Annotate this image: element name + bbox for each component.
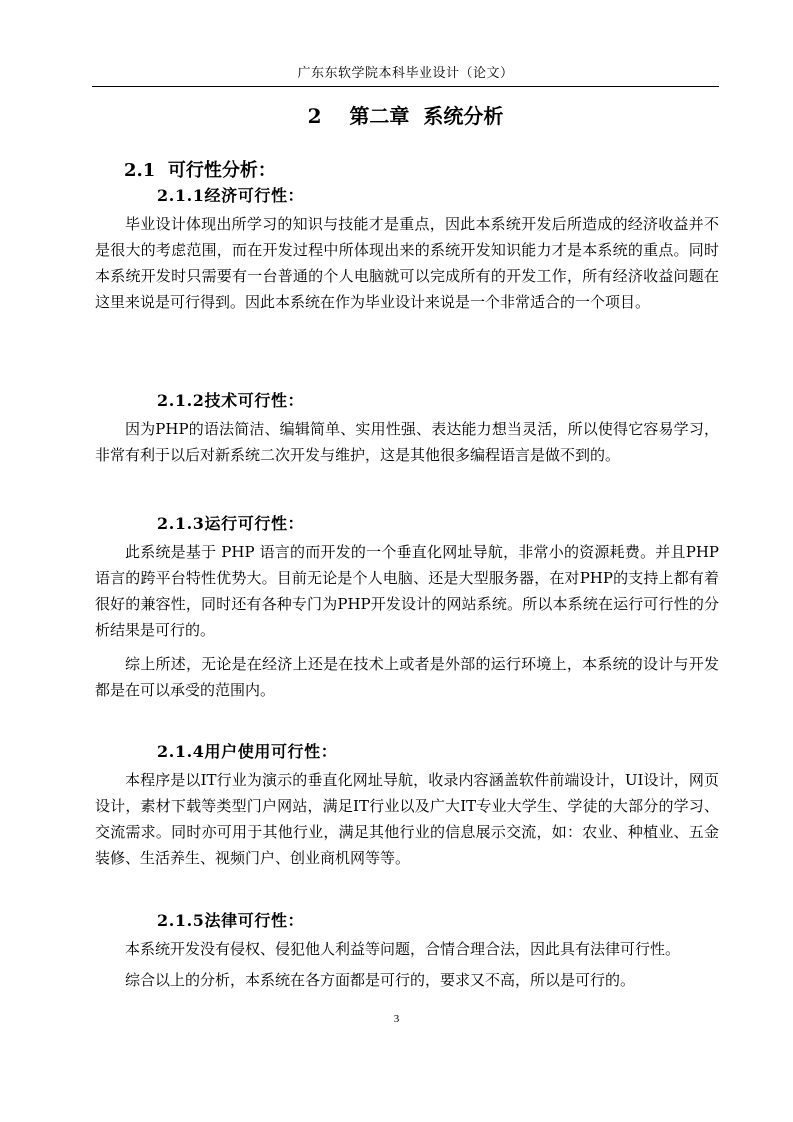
- subsection-heading-usability: 2.1.4用户使用可行性：: [157, 742, 338, 761]
- subsection-heading-legal: 2.1.5法律可行性：: [157, 911, 305, 930]
- section-heading: 2.1 可行性分析：: [124, 160, 276, 181]
- paragraph: 本程序是以IT行业为演示的垂直化网址导航，收录内容涵盖软件前端设计，UI设计，网页设计，素材下载等类型门户网站，满足IT行业以及广大IT专业大学生、学徒的大部分的学习、交流需求。同时亦可用于其他行业，满足其他行业的信息展示交流，如：农业、种植业、五金装修、生活养生、视频门户、创业商机网等等。: [95, 771, 719, 867]
- header-rule: [92, 86, 719, 87]
- chapter-title: 2 第二章 系统分析: [307, 104, 504, 128]
- page-header: 广东东软学院本科毕业设计（论文）: [297, 66, 514, 81]
- page-number: 3: [393, 1013, 400, 1025]
- paragraph: 综合以上的分析，本系统在各方面都是可行的，要求又不高，所以是可行的。: [125, 971, 636, 989]
- paragraph: 此系统是基于 PHP 语言的而开发的一个垂直化网址导航，非常小的资源耗费。并且PHP语言的跨平台特性优势大。目前无论是个人电脑、还是大型服务器，在对PHP的支持上都有着很好的兼容性，同时还有各种专门为PHP开发设计的网站系统。所以本系统在运行可行性的分析结果是可行的。: [95, 543, 719, 639]
- paragraph: 本系统开发没有侵权、侵犯他人利益等问题，合情合理合法，因此具有法律可行性。: [125, 940, 681, 958]
- paragraph: 综上所述，无论是在经济上还是在技术上或者是外部的运行环境上，本系统的设计与开发都是在可以承受的范围内。: [95, 655, 719, 699]
- subsection-heading-economic: 2.1.1经济可行性：: [157, 186, 305, 205]
- paragraph: 毕业设计体现出所学习的知识与技能才是重点，因此本系统开发后所造成的经济收益并不是很大的考虑范围，而在开发过程中所体现出来的系统开发知识能力才是本系统的重点。同时本系统开发时只需要有一台普通的个人电脑就可以完成所有的开发工作，所有经济收益问题在这里来说是可行得到。因此本系统在作为毕业设计来说是一个非常适合的一个项目。: [95, 215, 719, 311]
- paragraph: 因为PHP的语法简洁、编辑简单、实用性强、表达能力想当灵活，所以使得它容易学习，非常有利于以后对新系统二次开发与维护，这是其他很多编程语言是做不到的。: [95, 420, 719, 464]
- subsection-heading-operational: 2.1.3运行可行性：: [157, 514, 305, 533]
- subsection-heading-technical: 2.1.2技术可行性：: [157, 391, 305, 410]
